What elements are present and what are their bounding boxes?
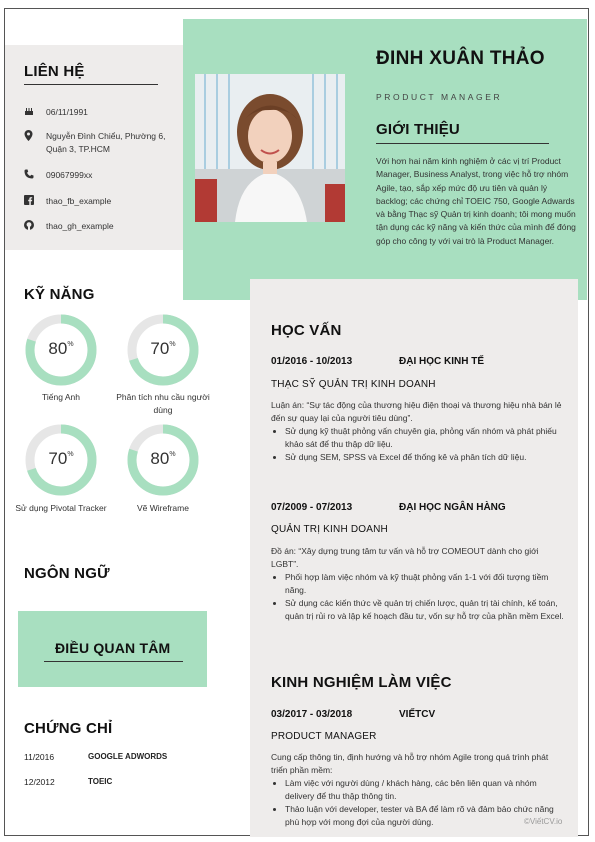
experience-dates: 03/2017 - 03/2018 (271, 709, 353, 720)
education-thesis: Luận án: “Sự tác động của thương hiệu điện thoại và thương hiệu nhà bán lẻ đến sự quay lại của người tiêu dùng”. (271, 400, 562, 423)
skill-label: Tiếng Anh (42, 392, 80, 402)
experience-description (271, 751, 567, 829)
birthday-text: 06/11/1991 (46, 107, 88, 117)
contact-divider (24, 84, 158, 85)
watermark: ©ViếtCV.io (524, 817, 563, 826)
education-bullets (271, 425, 567, 464)
skill-unit: % (169, 341, 176, 348)
intro-text: Với hơn hai năm kinh nghiệm ở các vị trí Product Manager, Business Analyst, trong việc hỗ trợ nhóm Agile, tạo, sắp xếp mức độ ưu tiên và quản lý backlog; các chứng chỉ TOEIC 750, Google Adwards và bằng Thạc sỹ Quản trị kinh doanh; tôi mong muốn tận dụng các kỹ năng và kiến thức của mình để đóng góp cho công ty với vai trò là Product Manager. (376, 156, 576, 246)
intro-divider (376, 143, 549, 144)
experience-heading: KINH NGHIỆM LÀM VIỆC (271, 674, 452, 691)
facebook-icon (24, 195, 46, 209)
bullet-item: • Làm việc với người dùng / khách hàng, các bên liên quan và nhóm delivery để thu thập thông tin. (285, 777, 567, 803)
skill-unit: % (67, 341, 74, 348)
certificate-row (24, 777, 112, 787)
skill-gauge (125, 422, 201, 498)
candidate-name: ĐINH XUÂN THẢO (376, 48, 545, 69)
skill-gauge (23, 312, 99, 388)
certificate-name: GOOGLE ADWORDS (88, 752, 168, 761)
bullet-item: • Sử dụng SEM, SPSS và Excel để thống kê và phân tích dữ liệu. (285, 451, 567, 464)
education-description (271, 545, 567, 623)
contact-birthday (24, 106, 88, 120)
education-dates: 01/2016 - 10/2013 (271, 356, 353, 367)
education-degree: QUẢN TRỊ KINH DOANH (271, 524, 388, 535)
certificate-row (24, 752, 167, 762)
skill-label: Sử dụng Pivotal Tracker (15, 503, 107, 513)
contact-address (24, 130, 184, 156)
cake-icon (24, 106, 46, 120)
skill-unit: % (169, 451, 176, 458)
skill-label: Phân tích nhu cầu người dùng (116, 392, 210, 415)
contact-heading: LIÊN HỆ (24, 63, 85, 80)
skill-value: 70 (48, 449, 68, 468)
education-degree: THẠC SỸ QUẢN TRỊ KINH DOANH (271, 379, 436, 390)
phone-text: 09067999xx (46, 170, 93, 180)
skill-value: 70 (150, 339, 170, 358)
education-school: ĐẠI HỌC NGÂN HÀNG (399, 502, 506, 513)
experience-position: PRODUCT MANAGER (271, 731, 377, 742)
experience-bullets (271, 777, 567, 829)
bullet-item: • Sử dụng các kiến thức về quản trị chiến lược, quản trị tài chính, kế toán, quản trị rủi ro và lập kế hoạch đầu tư, vốn sự hỗ trợ của phần mềm Excel. (285, 597, 567, 623)
contact-phone (24, 169, 92, 183)
experience-entry-header (271, 709, 435, 720)
certificates-heading: CHỨNG CHỈ (24, 720, 113, 737)
profile-photo (195, 74, 345, 222)
certificate-name: TOEIC (88, 777, 113, 786)
location-pin-icon (24, 130, 46, 156)
bullet-item: • Sử dụng kỹ thuật phỏng vấn chuyên gia, phỏng vấn nhóm và phát phiếu khảo sát để thu thập dữ liệu. (285, 425, 567, 451)
github-icon (24, 220, 46, 234)
bullet-item: • Thảo luận với developer, tester và BA để làm rõ và đảm bảo chức năng phù hợp với mong đợi của người dùng. (285, 803, 567, 829)
education-description (271, 399, 567, 464)
phone-icon (24, 169, 46, 183)
education-dates: 07/2009 - 07/2013 (271, 502, 353, 513)
experience-summary: Cung cấp thông tin, định hướng và hỗ trợ nhóm Agile trong quá trình phát triển phần mềm: (271, 752, 549, 775)
education-thesis: Đồ án: “Xây dựng trung tâm tư vấn và hỗ trợ COMEOUT dành cho giới LGBT”. (271, 546, 539, 569)
interests-divider (44, 661, 183, 662)
skill-value: 80 (150, 449, 170, 468)
certificate-date: 12/2012 (24, 777, 55, 787)
bullet-item: • Phối hợp làm việc nhóm và kỹ thuật phỏng vấn 1-1 với đối tượng tiềm năng. (285, 571, 567, 597)
education-entry-header (271, 502, 506, 513)
skill-label: Vẽ Wireframe (137, 503, 189, 513)
skill-gauge (125, 312, 201, 388)
skill-gauge (23, 422, 99, 498)
skills-heading: KỸ NĂNG (24, 286, 95, 303)
intro-heading: GIỚI THIỆU (376, 121, 460, 138)
certificate-date: 11/2016 (24, 752, 55, 762)
facebook-text: thao_fb_example (46, 196, 112, 206)
education-entry-header (271, 356, 484, 367)
contact-facebook[interactable] (24, 195, 111, 209)
skill-unit: % (67, 451, 74, 458)
job-title: PRODUCT MANAGER (376, 92, 503, 102)
github-text: thao_gh_example (46, 221, 114, 231)
experience-company: VIẾTCV (399, 709, 436, 720)
skill-value: 80 (48, 339, 68, 358)
address-text: Nguyễn Đình Chiểu, Phường 6, Quận 3, TP.HCM (46, 131, 166, 154)
education-bullets (271, 571, 567, 623)
education-heading: HỌC VẤN (271, 322, 342, 339)
interests-heading: ĐIỀU QUAN TÂM (55, 640, 171, 656)
languages-heading: NGÔN NGỮ (24, 565, 110, 582)
contact-github[interactable] (24, 220, 114, 234)
education-school: ĐẠI HỌC KINH TẾ (399, 356, 484, 367)
